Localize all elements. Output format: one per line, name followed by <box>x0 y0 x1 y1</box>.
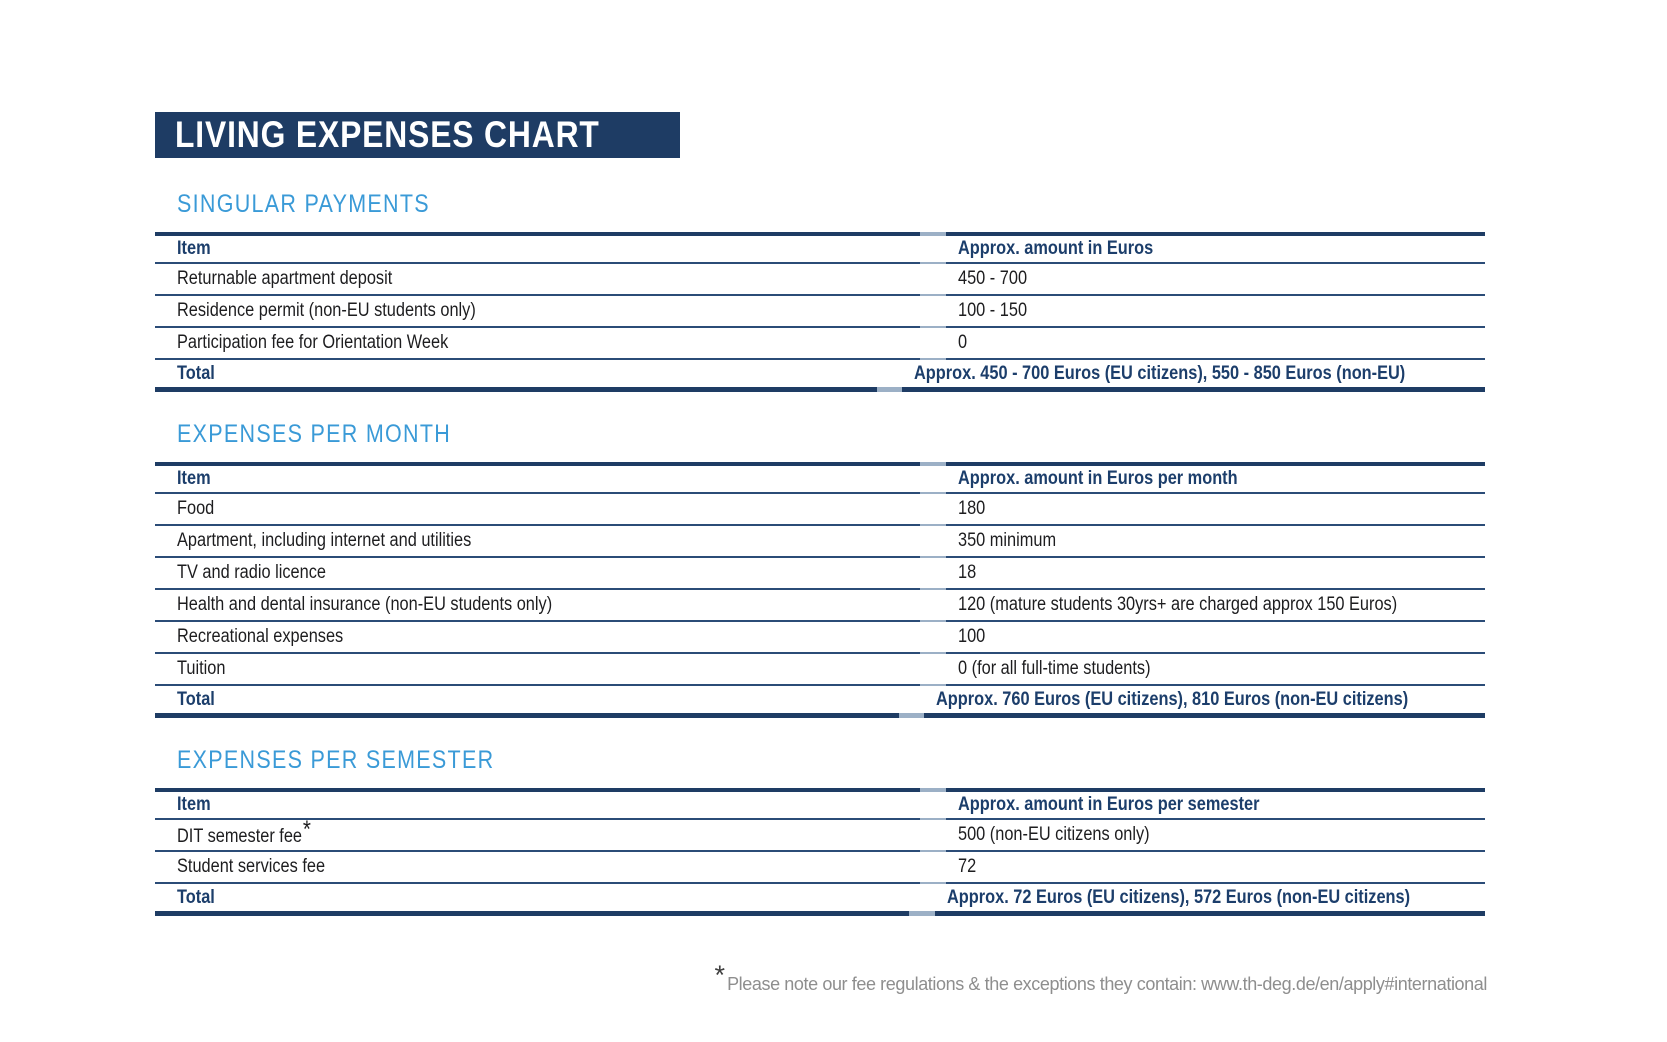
table-bold-text: Item <box>177 468 211 489</box>
column-gap <box>920 622 946 654</box>
amount-cell <box>946 590 1485 622</box>
table-cell-text: Recreational expenses <box>177 626 344 647</box>
table-bold-text: Approx. 72 Euros (EU citizens), 572 Euros (non-EU citizens) <box>946 886 1410 908</box>
table-cell-text: 100 - 150 <box>958 300 1028 321</box>
page-title-bar <box>155 112 680 158</box>
section-heading <box>155 420 1485 450</box>
table-bold-text: Item <box>177 794 211 815</box>
column-gap <box>920 462 946 494</box>
footnote-text: Please note our fee regulations & the exceptions they contain: www.th-deg.de/en/apply#international <box>727 974 1487 994</box>
column-gap <box>920 820 946 852</box>
amount-cell <box>946 852 1485 884</box>
page-title: LIVING EXPENSES CHART <box>175 114 600 155</box>
table-cell-text: TV and radio licence <box>177 562 326 583</box>
table-cell-text: Residence permit (non-EU students only) <box>177 300 476 321</box>
amount-cell <box>946 622 1485 654</box>
column-gap <box>920 328 946 360</box>
column-gap <box>920 558 946 590</box>
footnote-asterisk: * <box>714 960 726 990</box>
table-row <box>155 590 1485 622</box>
section-heading-text: EXPENSES PER SEMESTER <box>177 746 495 774</box>
table-row <box>155 264 1485 296</box>
table-cell-text: 120 (mature students 30yrs+ are charged approx 150 Euros) <box>958 594 1398 615</box>
table-bold-text: Approx. 450 - 700 Euros (EU citizens), 550 - 850 Euros (non-EU) <box>913 362 1406 384</box>
amount-cell <box>946 526 1485 558</box>
table-row <box>155 526 1485 558</box>
table-bold-text: Approx. 760 Euros (EU citizens), 810 Euros (non-EU citizens) <box>935 688 1409 710</box>
table-total-row <box>155 686 1485 718</box>
table-bold-text: Approx. amount in Euros per month <box>958 468 1238 489</box>
amount-cell <box>946 296 1485 328</box>
footnote <box>714 960 1487 997</box>
amount-cell <box>946 462 1485 494</box>
table-header-row <box>155 232 1485 264</box>
amount-cell <box>946 232 1485 264</box>
column-gap <box>920 264 946 296</box>
item-cell <box>155 232 920 264</box>
table-cell-text: Student services fee <box>177 856 326 877</box>
section-singular-payments <box>155 190 1485 392</box>
column-gap <box>920 788 946 820</box>
table-cell-text: 500 (non-EU citizens only) <box>958 824 1150 845</box>
table-bold-text: Item <box>177 238 211 259</box>
expenses-table <box>155 232 1485 392</box>
column-gap <box>909 884 935 916</box>
section-expenses-per-month <box>155 420 1485 718</box>
table-cell-text: Participation fee for Orientation Week <box>177 332 449 353</box>
section-heading <box>155 190 1485 220</box>
item-cell <box>155 296 920 328</box>
item-cell <box>155 816 920 852</box>
item-cell <box>155 360 877 392</box>
table-row <box>155 494 1485 526</box>
amount-cell <box>924 686 1485 718</box>
amount-cell <box>935 884 1485 916</box>
table-bold-text: Total <box>177 688 215 710</box>
table-cell-text: 450 - 700 <box>958 268 1028 289</box>
table-cell-text: Health and dental insurance (non-EU students only) <box>177 594 553 615</box>
item-cell <box>155 788 920 820</box>
amount-cell <box>902 360 1485 392</box>
column-gap <box>920 232 946 264</box>
sections-container <box>155 190 1485 916</box>
section-expenses-per-semester <box>155 746 1485 916</box>
amount-cell <box>946 654 1485 686</box>
table-header-row <box>155 462 1485 494</box>
item-cell <box>155 526 920 558</box>
table-row <box>155 328 1485 360</box>
table-cell-text: Returnable apartment deposit <box>177 268 393 289</box>
amount-cell <box>946 328 1485 360</box>
table-total-row <box>155 884 1485 916</box>
section-heading-text: SINGULAR PAYMENTS <box>177 190 430 218</box>
table-cell-text: Apartment, including internet and utilities <box>177 530 472 551</box>
amount-cell <box>946 820 1485 852</box>
item-cell <box>155 264 920 296</box>
table-bold-text: Approx. amount in Euros <box>958 238 1154 259</box>
item-cell <box>155 494 920 526</box>
column-gap <box>920 494 946 526</box>
amount-cell <box>946 264 1485 296</box>
item-cell <box>155 852 920 884</box>
semester-fee-asterisk: * <box>302 816 311 843</box>
expenses-table <box>155 462 1485 718</box>
table-row <box>155 816 1485 852</box>
table-row <box>155 296 1485 328</box>
column-gap <box>920 526 946 558</box>
table-row <box>155 654 1485 686</box>
table-row <box>155 852 1485 884</box>
table-bold-text: Total <box>177 886 215 908</box>
column-gap <box>920 852 946 884</box>
amount-cell <box>946 788 1485 820</box>
item-cell <box>155 558 920 590</box>
column-gap <box>920 654 946 686</box>
table-total-row <box>155 360 1485 392</box>
item-cell <box>155 686 899 718</box>
table-cell-text: 350 minimum <box>958 530 1057 551</box>
item-cell <box>155 590 920 622</box>
amount-cell <box>946 558 1485 590</box>
table-cell-text: DIT semester fee* <box>177 816 311 847</box>
table-bold-text: Total <box>177 362 215 384</box>
table-cell-text: 100 <box>958 626 986 647</box>
section-heading-text: EXPENSES PER MONTH <box>177 420 452 448</box>
table-cell-text: 0 <box>958 332 968 353</box>
table-cell-text: 0 (for all full-time students) <box>958 658 1151 679</box>
table-bold-text: Approx. amount in Euros per semester <box>958 794 1260 815</box>
table-cell-text: Food <box>177 498 215 519</box>
table-row <box>155 622 1485 654</box>
table-row <box>155 558 1485 590</box>
item-cell <box>155 462 920 494</box>
item-cell <box>155 654 920 686</box>
section-heading <box>155 746 1485 776</box>
amount-cell <box>946 494 1485 526</box>
column-gap <box>899 686 924 718</box>
item-cell <box>155 328 920 360</box>
expenses-table <box>155 788 1485 916</box>
table-cell-text: 72 <box>958 856 977 877</box>
column-gap <box>877 360 902 392</box>
column-gap <box>920 296 946 328</box>
table-cell-text: 18 <box>958 562 977 583</box>
table-header-row <box>155 788 1485 820</box>
item-cell <box>155 622 920 654</box>
item-cell <box>155 884 909 916</box>
table-cell-text: 180 <box>958 498 986 519</box>
column-gap <box>920 590 946 622</box>
table-cell-text: Tuition <box>177 658 226 679</box>
